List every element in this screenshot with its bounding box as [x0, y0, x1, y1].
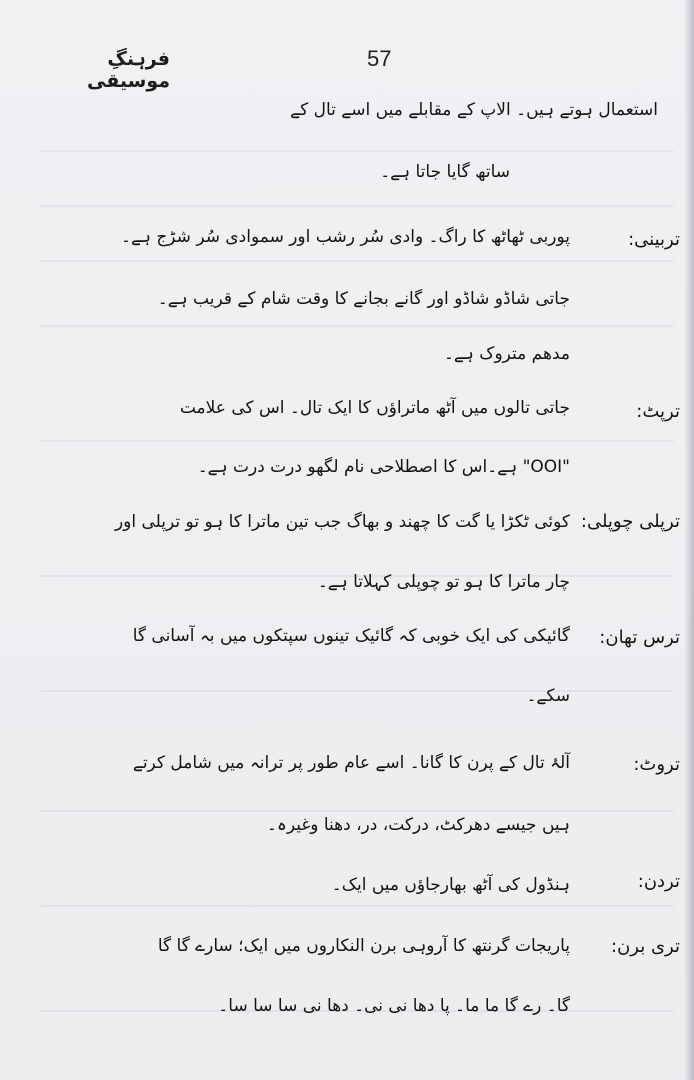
entry-term: تری برن:	[611, 936, 680, 957]
entry-line: گا۔ رے گا ما ما۔ پا دھا نی نی۔ دھا نی سا سا سا۔	[218, 996, 570, 1016]
entry-line: سکے۔	[526, 686, 570, 706]
show-through-line	[40, 325, 674, 327]
body-line: استعمال ہوتے ہیں۔ الاپ کے مقابلے میں اسے تال کے	[290, 100, 658, 120]
entry-line: جاتی شاڈو شاڈو اور گانے بجانے کا وقت شام کے قریب ہے۔	[157, 289, 570, 309]
book-title: فرہنگِ موسیقی	[86, 48, 170, 92]
entry-line: آلۂ تال کے پرن کا گانا۔ اسے عام طور پر ترانہ میں شامل کرتے	[132, 753, 570, 773]
entry-line: "OOI" ہے۔اس کا اصطلاحی نام لگھو درت درت ہے۔	[197, 457, 570, 477]
entry-term: ترپلی چوپلی:	[580, 511, 680, 532]
body-line: ساتھ گایا جاتا ہے۔	[380, 162, 510, 182]
entry-line: پاریجات گرنتھ کا آروہی برن النکاروں میں ایک؛ سارے گا گا	[157, 936, 570, 956]
entry-term: ترپٹ:	[636, 401, 680, 422]
entry-line: چار ماترا کا ہو تو چوپلی کہلاتا ہے۔	[317, 572, 570, 592]
entry-line: گائیکی کی ایک خوبی کہ گائیک تینوں سپتکوں میں بہ آسانی گا	[132, 626, 570, 646]
show-through-line	[40, 690, 674, 692]
page-number: 57	[367, 46, 392, 71]
entry-term: تربینی:	[628, 229, 680, 250]
show-through-line	[40, 205, 674, 207]
entry-line: ہیں جیسے دھرکٹ، درکت، در، دھنا وغیرہ۔	[266, 815, 570, 835]
show-through-line	[40, 905, 674, 907]
entry-line: مدھم متروک ہے۔	[443, 344, 570, 364]
entry-term: ترس تھان:	[599, 627, 680, 648]
entry-term: تردن:	[637, 871, 680, 892]
show-through-line	[40, 440, 674, 442]
page-header	[0, 42, 694, 92]
entry-line: ہنڈول کی آٹھ بھارجاؤں میں ایک۔	[331, 875, 570, 895]
show-through-line	[40, 810, 674, 812]
show-through-line	[40, 150, 674, 152]
entry-term: تروٹ:	[633, 754, 680, 775]
page-edge-shadow	[684, 0, 694, 1080]
entry-line: جاتی تالوں میں آٹھ ماتراؤں کا ایک تال۔ اس کی علامت	[179, 398, 570, 418]
entry-line: پوربی ٹھاٹھ کا راگ۔ وادی سُر رشب اور سموادی سُر شڑج ہے۔	[121, 227, 570, 247]
show-through-line	[40, 260, 674, 262]
entry-line: کوئی ٹکڑا یا گت کا چھند و بھاگ جب تین ماترا کا ہو تو ترپلی اور	[114, 512, 570, 532]
